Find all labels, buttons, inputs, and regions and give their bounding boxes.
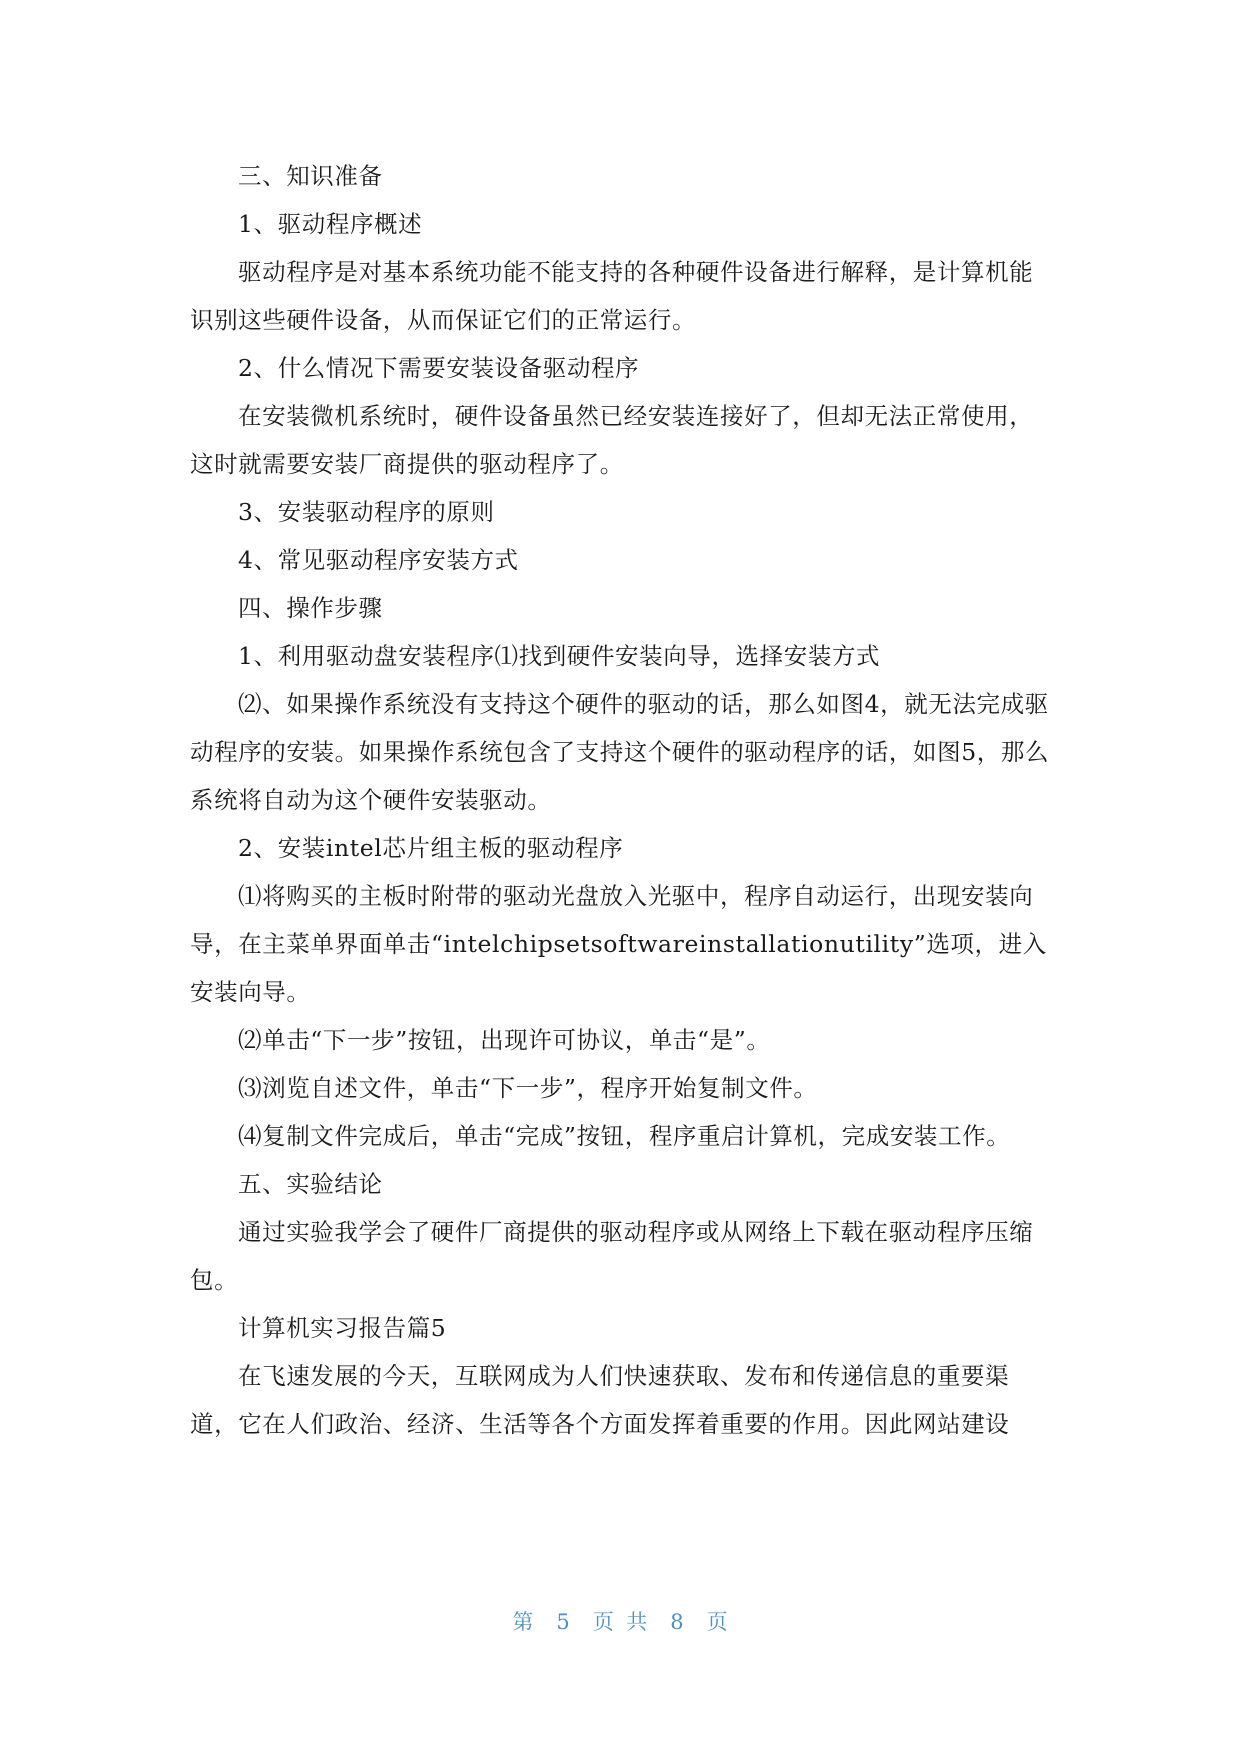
page-footer <box>0 1606 1241 1636</box>
subheading-install-principles: 3、安装驱动程序的原则 <box>238 498 495 526</box>
step-readme: ⑶浏览自述文件，单击“下一步”，程序开始复制文件。 <box>238 1074 818 1102</box>
step-intel-chipset: 2、安装intel芯片组主板的驱动程序 <box>238 834 624 862</box>
footer-current-page: 5 <box>556 1610 571 1634</box>
subheading-install-methods: 4、常见驱动程序安装方式 <box>238 546 519 574</box>
step-insert-disc: ⑴将购买的主板时附带的驱动光盘放入光驱中，程序自动运行，出现安装向导，在主菜单界面单击“intelchipsetsoftwareinstallationutility”选项，进入安装向导。 <box>190 882 1047 1006</box>
step-finish: ⑷复制文件完成后，单击“完成”按钮，程序重启计算机，完成安装工作。 <box>238 1122 1011 1150</box>
section-heading-knowledge: 三、知识准备 <box>238 162 383 190</box>
step-driver-disc: 1、利用驱动盘安装程序⑴找到硬件安装向导，选择安装方式 <box>238 642 881 670</box>
section-heading-steps: 四、操作步骤 <box>238 594 383 622</box>
report-title-part5: 计算机实习报告篇5 <box>238 1314 447 1342</box>
paragraph-when-install: 在安装微机系统时，硬件设备虽然已经安装连接好了，但却无法正常使用，这时就需要安装厂商提供的驱动程序了。 <box>190 402 1034 478</box>
document-body <box>190 152 1052 1448</box>
step-os-support: ⑵、如果操作系统没有支持这个硬件的驱动的话，那么如图4，就无法完成驱动程序的安装。如果操作系统包含了支持这个硬件的驱动程序的话，如图5，那么系统将自动为这个硬件安装驱动。 <box>190 690 1050 814</box>
paragraph-conclusion: 通过实验我学会了硬件厂商提供的驱动程序或从网络上下载在驱动程序压缩包。 <box>190 1218 1034 1294</box>
step-click-next: ⑵单击“下一步”按钮，出现许可协议，单击“是”。 <box>238 1026 771 1054</box>
footer-suffix: 页 <box>706 1610 729 1634</box>
subheading-driver-overview: 1、驱动程序概述 <box>238 210 423 238</box>
footer-prefix: 第 <box>512 1610 535 1634</box>
paragraph-internet-intro: 在飞速发展的今天，互联网成为人们快速获取、发布和传递信息的重要渠道，它在人们政治、经济、生活等各个方面发挥着重要的作用。因此网站建设 <box>190 1362 1010 1438</box>
footer-middle: 页 共 <box>592 1610 649 1634</box>
footer-total-pages: 8 <box>670 1610 685 1634</box>
subheading-when-install: 2、什么情况下需要安装设备驱动程序 <box>238 354 640 382</box>
paragraph-driver-definition: 驱动程序是对基本系统功能不能支持的各种硬件设备进行解释，是计算机能识别这些硬件设备，从而保证它们的正常运行。 <box>190 258 1034 334</box>
section-heading-conclusion: 五、实验结论 <box>238 1170 383 1198</box>
